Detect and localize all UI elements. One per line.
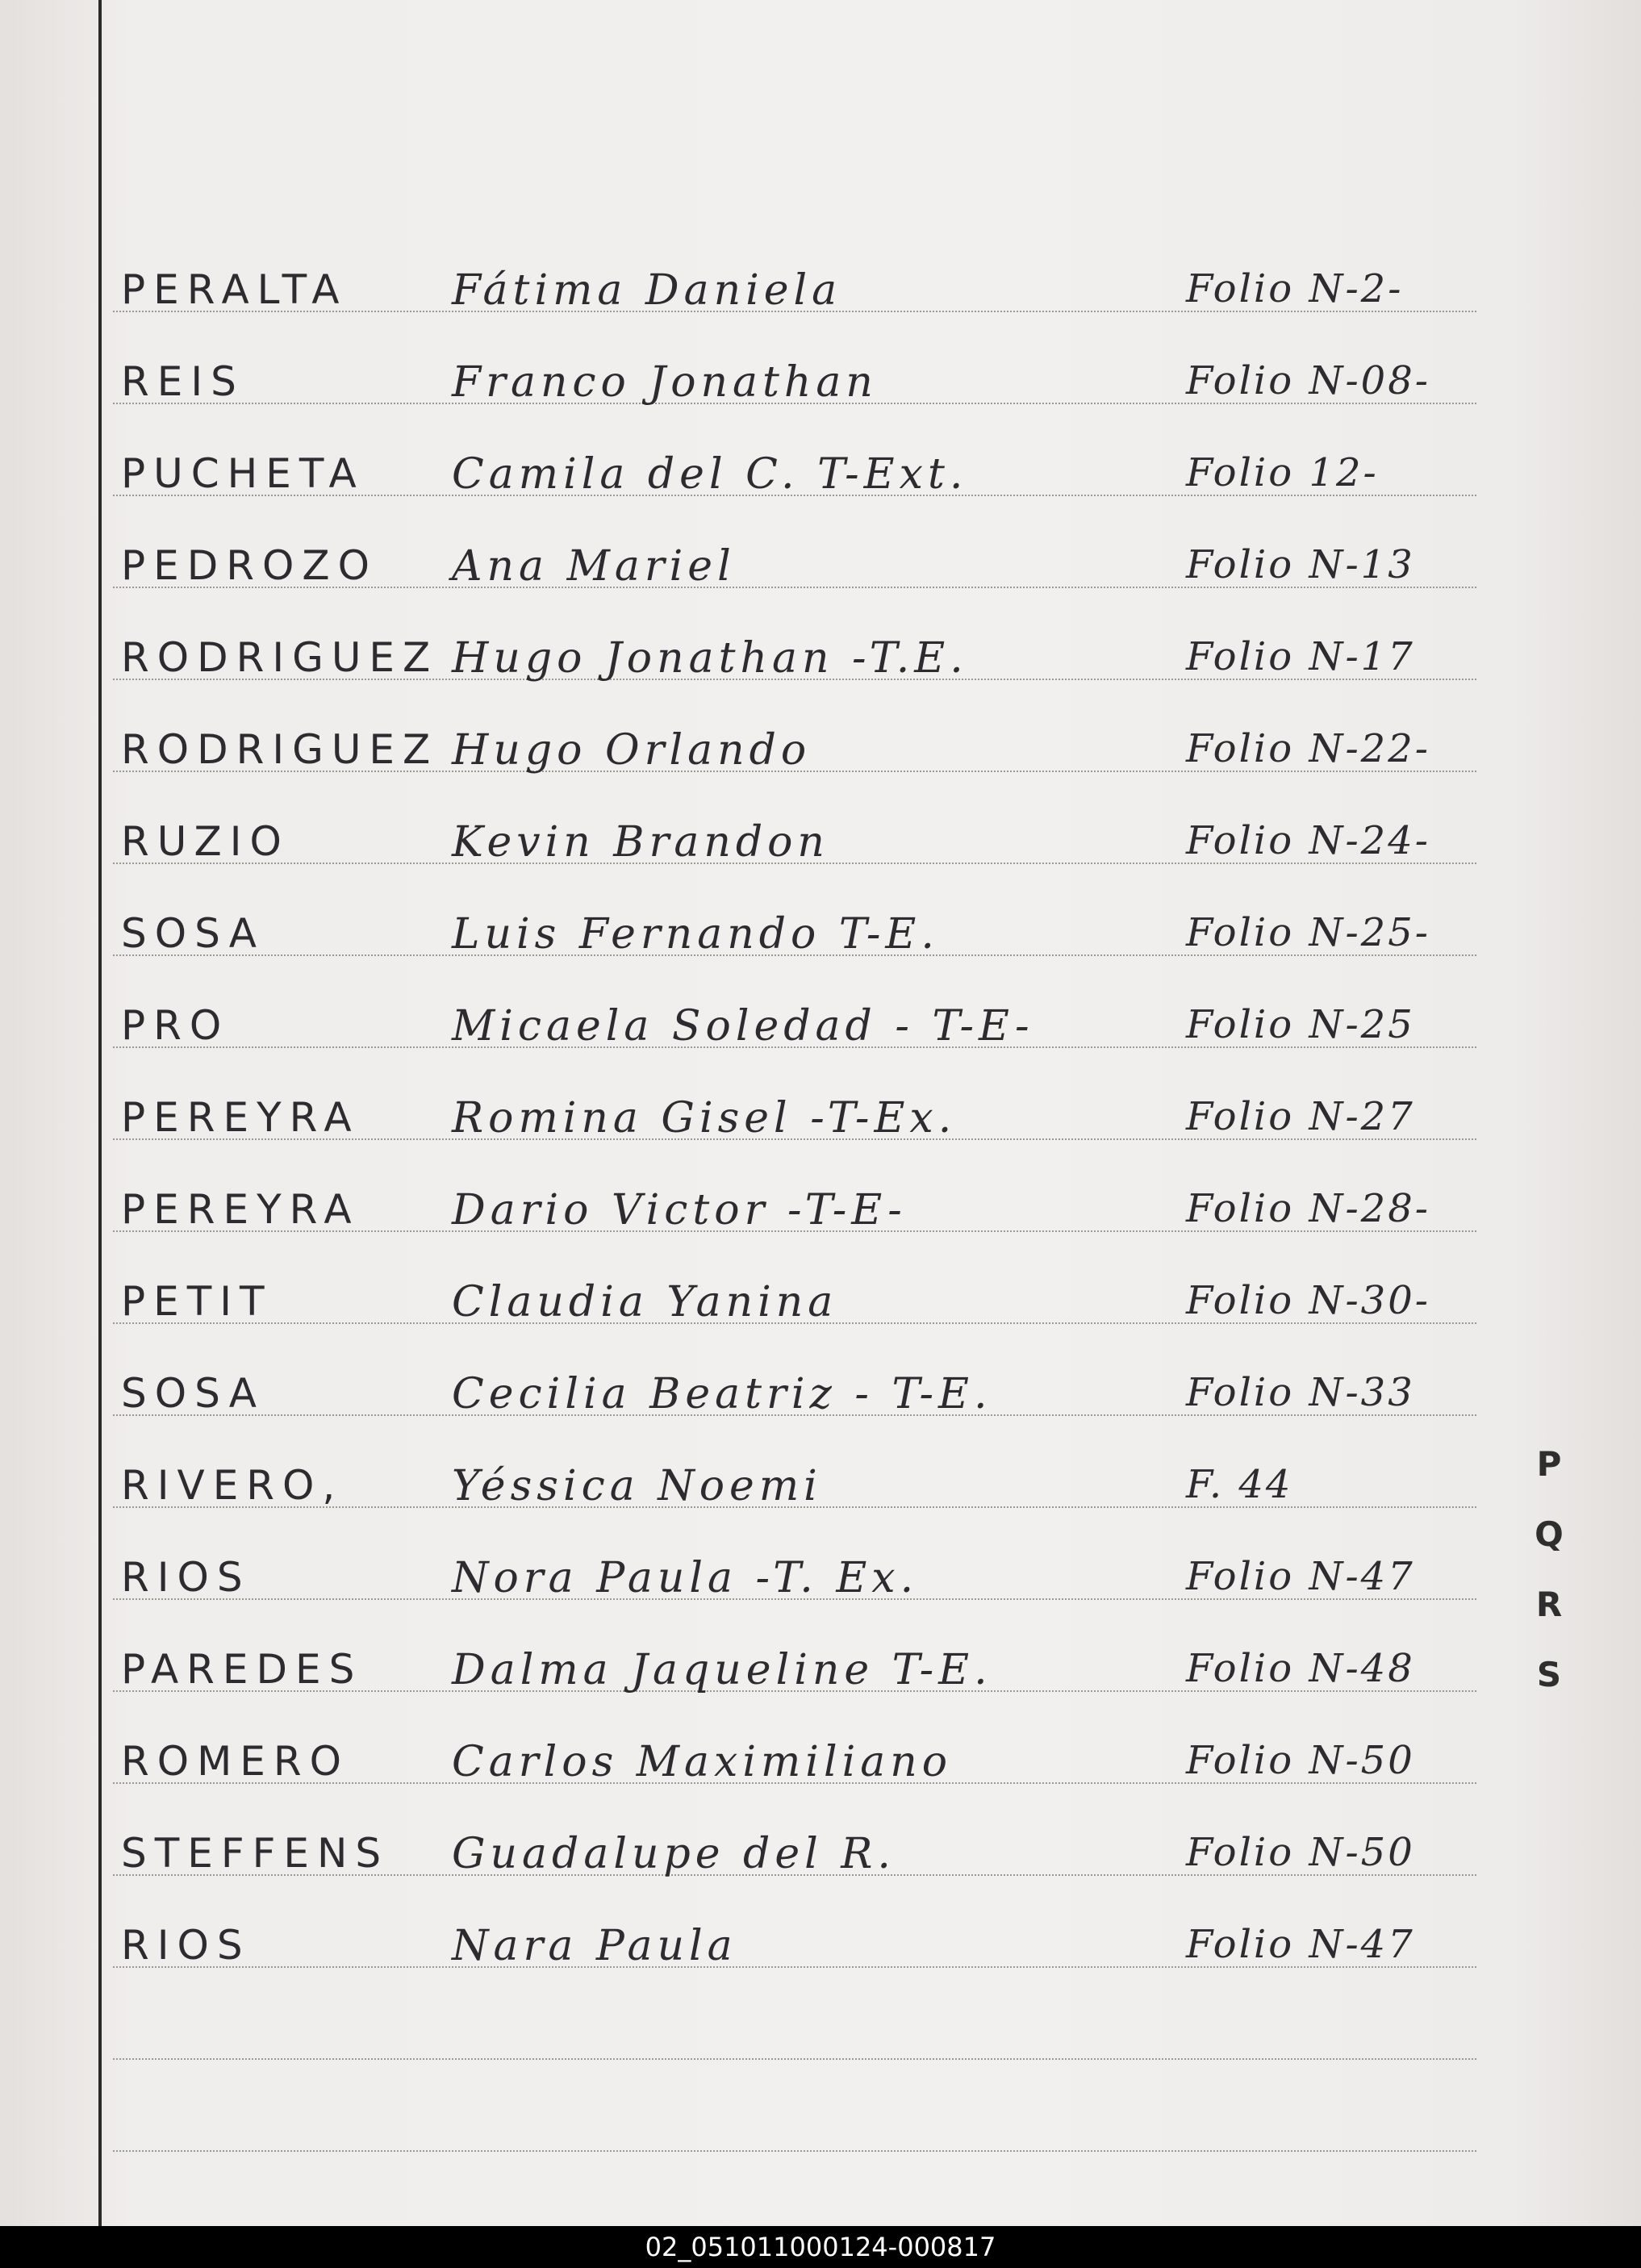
surname-text: PAREDES [121, 1646, 363, 1693]
register-row [0, 818, 1641, 907]
surname-text: SOSA [121, 910, 265, 957]
given-names-text: Claudia Yanina [452, 1278, 838, 1326]
register-row [0, 634, 1641, 723]
folio-number: Folio N-47 [1186, 1554, 1415, 1599]
folio-number: Folio N-50 [1186, 1738, 1415, 1783]
register-row [0, 1186, 1641, 1275]
register-row [0, 910, 1641, 999]
register-row [0, 1554, 1641, 1643]
folio-number: Folio N-22- [1186, 726, 1430, 771]
surname-text: PERALTA [121, 266, 348, 313]
folio-number: Folio N-13 [1186, 542, 1415, 587]
surname-text: RIOS [121, 1554, 251, 1601]
folio-number: Folio N-28- [1186, 1186, 1430, 1231]
folio-number: Folio N-50 [1186, 1830, 1415, 1875]
surname-text: PEDROZO [121, 542, 378, 589]
surname-text: STEFFENS [121, 1830, 390, 1877]
given-names-text: Camila del C. T-Ext. [452, 450, 968, 499]
surname-text: RODRIGUEZ [121, 634, 439, 681]
surname-text: PUCHETA [121, 450, 365, 497]
given-names-text: Guadalupe del R. [452, 1830, 896, 1878]
folio-number: Folio N-27 [1186, 1094, 1415, 1139]
index-tab-p[interactable]: P [1536, 1444, 1562, 1484]
index-tab-q[interactable]: Q [1535, 1514, 1564, 1554]
folio-number: Folio N-25 [1186, 1002, 1415, 1047]
folio-number: Folio N-17 [1186, 634, 1415, 679]
register-row [0, 266, 1641, 355]
register-row [0, 726, 1641, 815]
folio-number: Folio 12- [1186, 450, 1379, 495]
surname-text: REIS [121, 358, 244, 405]
ruled-line [113, 2150, 1476, 2152]
folio-number: Folio N-2- [1186, 266, 1404, 311]
document-id-footer: 02_051011000124-000817 [0, 2226, 1641, 2268]
given-names-text: Micaela Soledad - T-E- [452, 1002, 1034, 1050]
folio-number: F. 44 [1186, 1462, 1293, 1507]
surname-text: PRO [121, 1002, 230, 1049]
register-row [0, 1830, 1641, 1919]
register-row [0, 1370, 1641, 1459]
given-names-text: Romina Gisel -T-Ex. [452, 1094, 957, 1142]
index-tab-s[interactable]: S [1536, 1655, 1562, 1694]
given-names-text: Fátima Daniela [452, 266, 842, 315]
folio-number: Folio N-33 [1186, 1370, 1415, 1415]
register-row [0, 1278, 1641, 1367]
surname-text: RIVERO, [121, 1462, 344, 1509]
given-names-text: Nora Paula -T. Ex. [452, 1554, 919, 1602]
surname-text: RIOS [121, 1922, 251, 1969]
register-row [0, 1646, 1641, 1735]
ruled-line [113, 2058, 1476, 2060]
register-row [0, 1094, 1641, 1183]
given-names-text: Kevin Brandon [452, 818, 829, 867]
surname-text: PEREYRA [121, 1186, 360, 1233]
given-names-text: Hugo Jonathan -T.E. [452, 634, 968, 683]
register-row [0, 1922, 1641, 2011]
register-row [0, 450, 1641, 539]
register-row [0, 1002, 1641, 1091]
given-names-text: Dalma Jaqueline T-E. [452, 1646, 992, 1694]
folio-number: Folio N-47 [1186, 1922, 1415, 1967]
given-names-text: Franco Jonathan [452, 358, 878, 407]
index-tab-r[interactable]: R [1535, 1585, 1563, 1624]
folio-number: Folio N-25- [1186, 910, 1430, 955]
given-names-text: Dario Victor -T-E- [452, 1186, 907, 1234]
register-row [0, 1738, 1641, 1827]
surname-text: RUZIO [121, 818, 290, 865]
surname-text: PEREYRA [121, 1094, 360, 1141]
surname-text: ROMERO [121, 1738, 349, 1785]
given-names-text: Cecilia Beatriz - T-E. [452, 1370, 992, 1418]
surname-text: SOSA [121, 1370, 265, 1417]
given-names-text: Carlos Maximiliano [452, 1738, 953, 1786]
surname-text: PETIT [121, 1278, 273, 1325]
register-row [0, 542, 1641, 631]
given-names-text: Ana Mariel [452, 542, 736, 591]
given-names-text: Luis Fernando T-E. [452, 910, 939, 959]
folio-number: Folio N-08- [1186, 358, 1430, 403]
given-names-text: Yéssica Noemi [452, 1462, 822, 1510]
register-row [0, 358, 1641, 447]
given-names-text: Hugo Orlando [452, 726, 812, 775]
given-names-text: Nara Paula [452, 1922, 737, 1970]
folio-number: Folio N-30- [1186, 1278, 1430, 1323]
surname-text: RODRIGUEZ [121, 726, 439, 773]
folio-number: Folio N-48 [1186, 1646, 1415, 1691]
alphabet-index-tabs [1533, 1444, 1565, 1725]
register-row [0, 1462, 1641, 1551]
folio-number: Folio N-24- [1186, 818, 1430, 863]
